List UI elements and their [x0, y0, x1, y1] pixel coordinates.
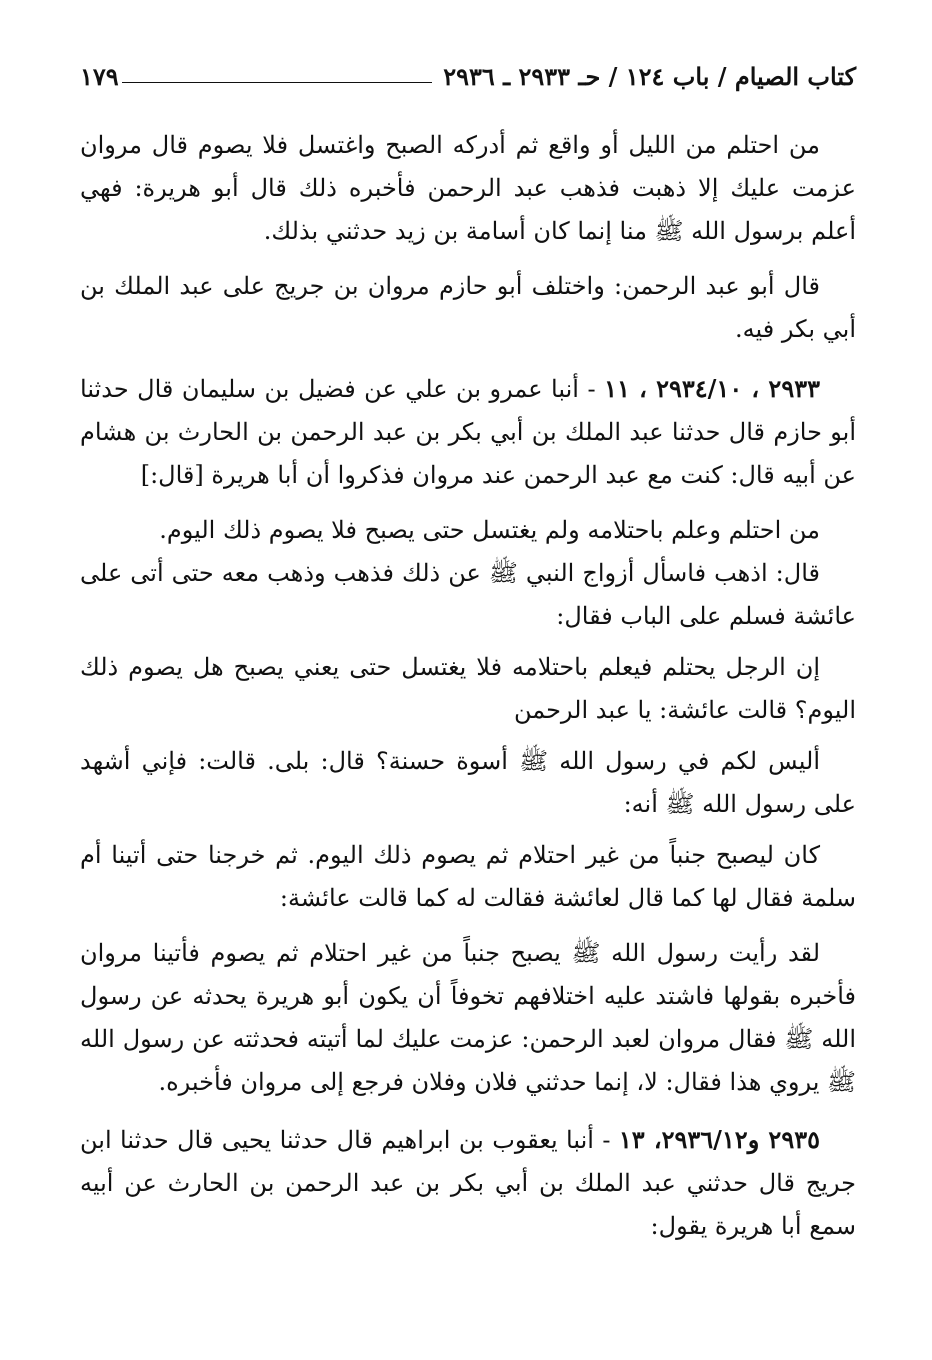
paragraph-8	[80, 834, 856, 920]
paragraph-9	[80, 932, 856, 1104]
paragraph-text: لقد رأيت رسول الله ﷺ يصبح جنباً من غير احتلام ثم يصوم فأتينا مروان فأخبره بقولها فاشتد عليه اختلافهم تخوفاً أن يكون أبو هريرة يحدثه عن رسول الله ﷺ فقال مروان لعبد الرحمن: عزمت عليك لما أتيته فحدثته عن رسول الله ﷺ يروي هذا فقال: لا، إنما حدثني فلان وفلان فرجع إلى مروان فأخبره.	[80, 939, 856, 1096]
paragraph-text: من احتلم وعلم باحتلامه ولم يغتسل حتى يصبح فلا يصوم ذلك اليوم.	[159, 516, 820, 544]
paragraph-text: - أنبا عمرو بن علي عن فضيل بن سليمان قال حدثنا أبو حازم قال حدثنا عبد الملك بن أبي بكر بن عبد الرحمن بن الحارث بن هشام عن أبيه قال: كنت مع عبد الرحمن عند مروان فذكروا أن أبا هريرة [قال:]	[80, 375, 857, 489]
paragraph-text: قال أبو عبد الرحمن: واختلف أبو حازم مروان بن جريج على عبد الملك بن أبي بكر فيه.	[80, 272, 856, 343]
paragraph-text: إن الرجل يحتلم فيعلم باحتلامه فلا يغتسل حتى يعني يصبح هل يصوم ذلك اليوم؟ قالت عائشة: يا عبد الرحمن	[80, 653, 856, 724]
paragraph-7	[80, 740, 856, 826]
paragraph-5	[80, 552, 856, 638]
header-title: كتاب الصيام / باب ١٢٤ / حـ ٢٩٣٣ ـ ٢٩٣٦	[443, 62, 856, 91]
hadith-2933-2934	[80, 367, 856, 497]
page-number: ١٧٩	[80, 62, 119, 91]
paragraph-text: قال: اذهب فاسأل أزواج النبي ﷺ عن ذلك فذهب وذهب معه حتى أتى على عائشة فسلم على الباب فقال:	[80, 559, 856, 630]
paragraph-1	[80, 124, 856, 253]
hadith-number: ٢٩٣٥ و٢٩٣٦/١٢، ١٣	[618, 1125, 820, 1154]
running-header	[80, 62, 856, 102]
paragraph-4	[80, 509, 856, 552]
paragraph-6	[80, 646, 856, 732]
page	[80, 62, 856, 1248]
paragraph-text: كان ليصبح جنباً من غير احتلام ثم يصوم ذلك اليوم. ثم خرجنا حتى أتينا أم سلمة فقال لها كما قال لعائشة فقالت له كما قالت عائشة:	[80, 841, 856, 912]
paragraph-text: من احتلم من الليل أو واقع ثم أدركه الصبح واغتسل فلا يصوم قال مروان عزمت عليك إلا ذهبت فذهب عبد الرحمن فأخبره ذلك قال أبو هريرة: فهي أعلم برسول الله ﷺ منا إنما كان أسامة بن زيد حدثني بذلك.	[80, 131, 856, 245]
hadith-2935-2936	[80, 1118, 856, 1248]
header-rule	[122, 82, 432, 83]
hadith-number: ٢٩٣٣ ، ٢٩٣٤/١٠ ، ١١	[604, 374, 820, 403]
paragraph-text: - أنبا يعقوب بن ابراهيم قال حدثنا يحيى قال حدثنا ابن جريج قال حدثني عبد الملك بن أبي بكر بن عبد الرحمن بن الحارث عن أبيه سمع أبا هريرة يقول:	[80, 1126, 856, 1240]
paragraph-2	[80, 265, 856, 351]
paragraph-text: أليس لكم في رسول الله ﷺ أسوة حسنة؟ قال: بلى. قالت: فإني أشهد على رسول الله ﷺ أنه:	[80, 747, 856, 818]
